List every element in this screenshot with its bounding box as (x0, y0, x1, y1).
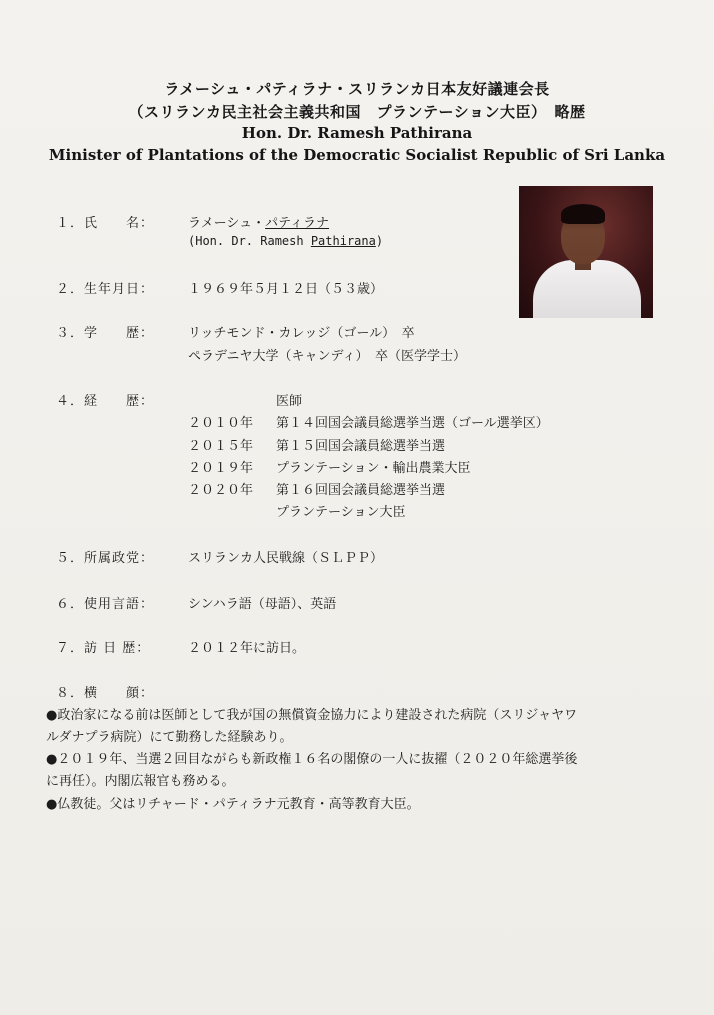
education-label: ３．学 歴： (56, 326, 155, 341)
education-line-2: ペラデニヤ大学（キャンディ） 卒（医学学士） (188, 349, 466, 364)
birth-value: １９６９年５月１２日（５３歳） (188, 282, 384, 297)
career-text: プランテーション大臣 (276, 505, 406, 520)
profile-line: に再任）。内閣広報官も務める。 (46, 774, 235, 789)
career-text: プランテーション・輸出農業大臣 (276, 461, 471, 476)
profile-line: ●仏教徒。父はリチャード・パティラナ元教育・高等教育大臣。 (46, 797, 420, 812)
name-romaji-underlined: Pathirana (310, 234, 376, 248)
profile-line: ●２０１９年、当選２回目ながらも新政権１６名の閣僚の一人に抜擢（２０２０年総選挙後 (46, 752, 578, 767)
career-label: ４．経 歴： (56, 394, 155, 409)
career-text: 第１４回国会議員総選挙当選（ゴール選挙区） (276, 416, 549, 431)
name-romaji-suffix: ) (375, 234, 384, 248)
title-line-4: Minister of Plantations of the Democratic Socialist Republic of Sri Lanka (48, 146, 666, 164)
career-text: 第１５回国会議員総選挙当選 (276, 439, 446, 454)
portrait-hair (561, 204, 605, 224)
party-label: ５．所属政党： (56, 551, 155, 566)
title-line-3: Hon. Dr. Ramesh Pathirana (241, 124, 473, 142)
name-value-underlined: パティラナ (265, 216, 330, 231)
portrait-photo (519, 186, 653, 318)
name-value (188, 212, 329, 231)
party-value: スリランカ人民戦線（ＳＬＰＰ） (188, 551, 384, 566)
visit-value: ２０１２年に訪日。 (188, 641, 306, 656)
profile-label: ８．横 顔： (56, 686, 155, 701)
career-year: ２０１９年 (188, 461, 254, 476)
profile-line: ルダナプラ病院）にて勤務した経験あり。 (46, 730, 293, 745)
language-label: ６．使用言語： (56, 597, 155, 612)
language-value: シンハラ語（母語）、英語 (188, 597, 337, 612)
name-romaji-prefix: (Hon. Dr. Ramesh (188, 234, 311, 248)
profile-line: ●政治家になる前は医師として我が国の無償資金協力により建設された病院（スリジャヤワ (46, 708, 578, 723)
career-text: 第１６回国会議員総選挙当選 (276, 483, 446, 498)
career-year: ２０２０年 (188, 483, 254, 498)
title-line-2: （スリランカ民主社会主義共和国 プランテーション大臣） 略歴 (128, 103, 586, 121)
name-romaji (188, 234, 383, 248)
title-line-1: ラメーシュ・パティラナ・スリランカ日本友好議連会長 (164, 80, 550, 98)
name-value-main: ラメーシュ・ (188, 216, 266, 231)
birth-label: ２．生年月日： (56, 282, 155, 297)
education-line-1: リッチモンド・カレッジ（ゴール） 卒 (188, 326, 415, 341)
name-label: １．氏 名： (56, 216, 155, 231)
visit-label: ７．訪 日 歴： (56, 641, 151, 656)
career-text: 医師 (276, 394, 303, 409)
career-year: ２０１０年 (188, 416, 254, 431)
career-year: ２０１５年 (188, 439, 254, 454)
